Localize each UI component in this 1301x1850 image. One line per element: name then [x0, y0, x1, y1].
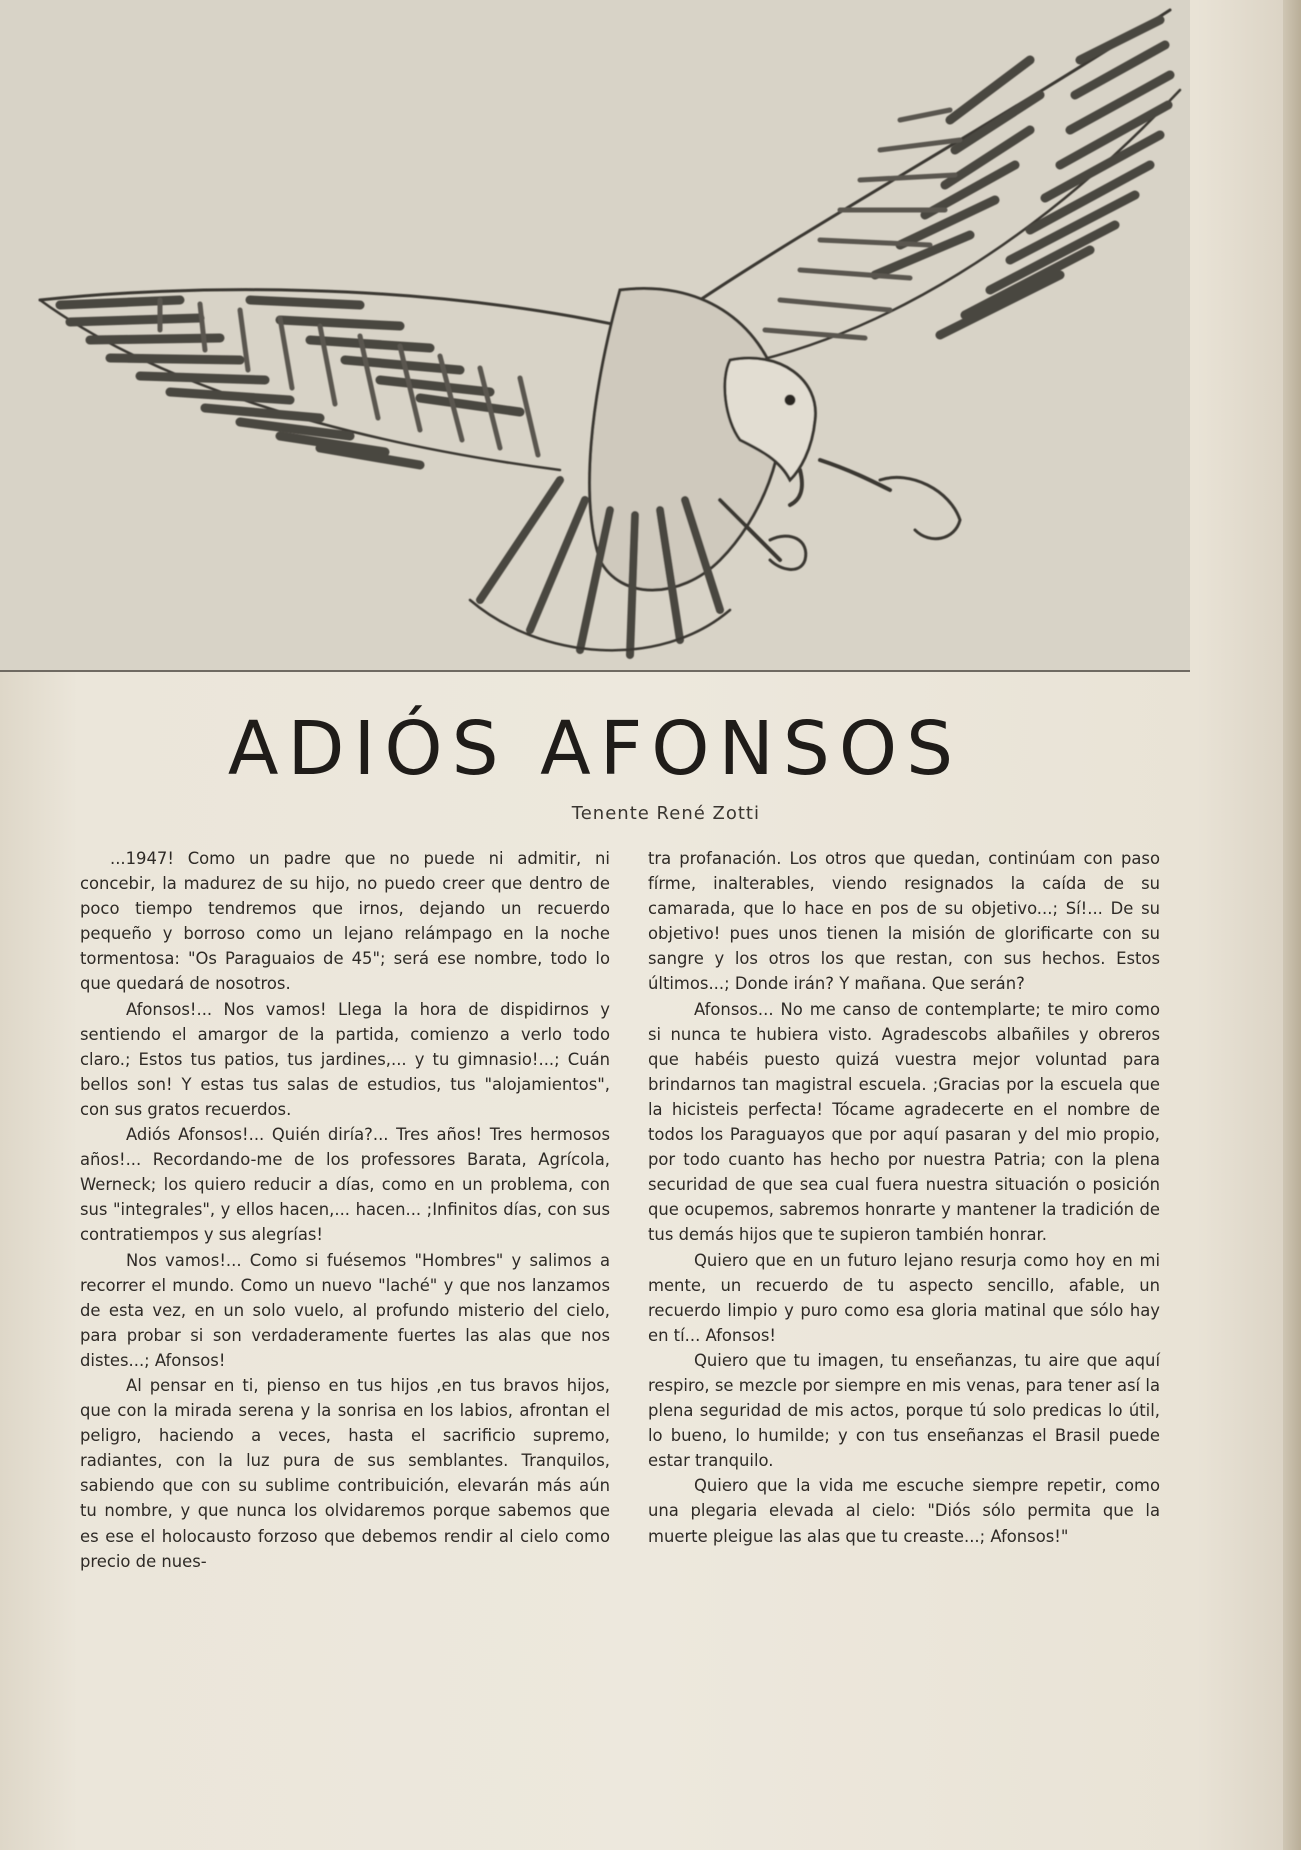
paragraph: Adiós Afonsos!... Quién diría?... Tres años! Tres hermosos años!... Recordando-me de los professores Barata, Agrícola, Werneck; los quiero reducir a días, como en un problema, con sus "integrales", y ellos hacen,... hacen... ;Infinitos días, con sus contratiempos y sus alegrías! — [80, 1125, 610, 1245]
paragraph: Afonsos!... Nos vamos! Llega la hora de dispidirnos y sentiendo el amargor de la partida, comienzo a verlo todo claro.; Estos tus patios, tus jardines,... y tu gimnasio!...; Cuán bellos son! Y estas tus salas de estudios, tus "alojamientos", con sus gratos recuerdos. — [80, 999, 610, 1119]
paragraph: tra profanación. Los otros que quedan, continúam con paso fírme, inalterables, viendo resignados la caída de su camarada, que lo hace en pos de su objetivo...; Sí!... De su objetivo! pues unos tienen la misión de glorificarte con su sangre y los otros los que restan, con sus hechos. Estos últimos...; Donde irán? Y mañana. Que serán? — [648, 849, 1160, 994]
paragraph: Quiero que en un futuro lejano resurja como hoy en mi mente, un recuerdo de tu aspecto sencillo, afable, un recuerdo limpio y puro como esa gloria matinal que sólo hay en tí... Afonsos! — [648, 1250, 1160, 1345]
right-column — [648, 846, 1160, 1549]
paragraph: Quiero que tu imagen, tu enseñanzas, tu aire que aquí respiro, se mezcle por siempre en mis venas, para tener así la plena seguridad de mis actos, porque tú solo predicas lo útil, lo bueno, lo humilde; y con tus enseñanzas el Brasil puede estar tranquilo. — [648, 1350, 1160, 1471]
illustration-border — [0, 670, 1190, 672]
paragraph: Nos vamos!... Como si fuésemos "Hombres" y salimos a recorrer el mundo. Como un nuevo "laché" y que nos lanzamos de esta vez, en un solo vuelo, al profundo misterio del cielo, para probar si son verdaderamente fuertes las alas que nos distes...; Afonsos! — [80, 1250, 610, 1370]
eagle-illustration — [0, 0, 1190, 672]
paragraph: ...1947! Como un padre que no puede ni admitir, ni concebir, la madurez de su hijo, no puedo creer que dentro de poco tiempo tendremos que irnos, dejando un recuerdo pequeño y borroso como un lejano relámpago en la noche tormentosa: "Os Paraguaios de 45"; será ese nombre, todo lo que quedará de nosotros. — [80, 849, 610, 994]
eagle-icon — [0, 0, 1190, 672]
left-column — [80, 846, 610, 1574]
page-edge — [1283, 0, 1301, 1850]
paragraph: Afonsos... No me canso de contemplarte; te miro como si nunca te hubiera visto. Agradescobs albañiles y obreros que habéis puesto quizá vuestra mejor voluntad para brindarnos tan magistral escuela. ;Gracias por la escuela que la hicisteis perfecta! Tócame agradecerte en el nombre de todos los Paraguayos que por aquí pasaran y del mio propio, por todo cuanto has hecho por nuestra Patria; con la plena securidad de que sea cual fuera nuestra situación o posición que ocupemos, sabremos honrarte y mantener la tradición de tus demás hijos que te supieron también honrar. — [648, 999, 1160, 1245]
paragraph: Al pensar en ti, pienso en tus hijos ,en tus bravos hijos, que con la mirada serena y la sonrisa en los labios, afrontan el peligro, haciendo a veces, hasta el sacrificio supremo, radiantes, con la luz pura de sus semblantes. Tranquilos, sabiendo que con su sublime contribuición, elevarán más aún tu nombre, y que nunca los olvidaremos porque sabemos que es ese el holocausto forzoso que debemos rendir al cielo como precio de nues- — [80, 1375, 610, 1571]
paragraph: Quiero que la vida me escuche siempre repetir, como una plegaria elevada al cielo: "Diós sólo permita que la muerte pleigue las alas que tu creaste...; Afonsos!" — [648, 1476, 1160, 1546]
article-title: ADIÓS AFONSOS — [227, 706, 963, 792]
article-byline: Tenente René Zotti — [571, 803, 760, 824]
